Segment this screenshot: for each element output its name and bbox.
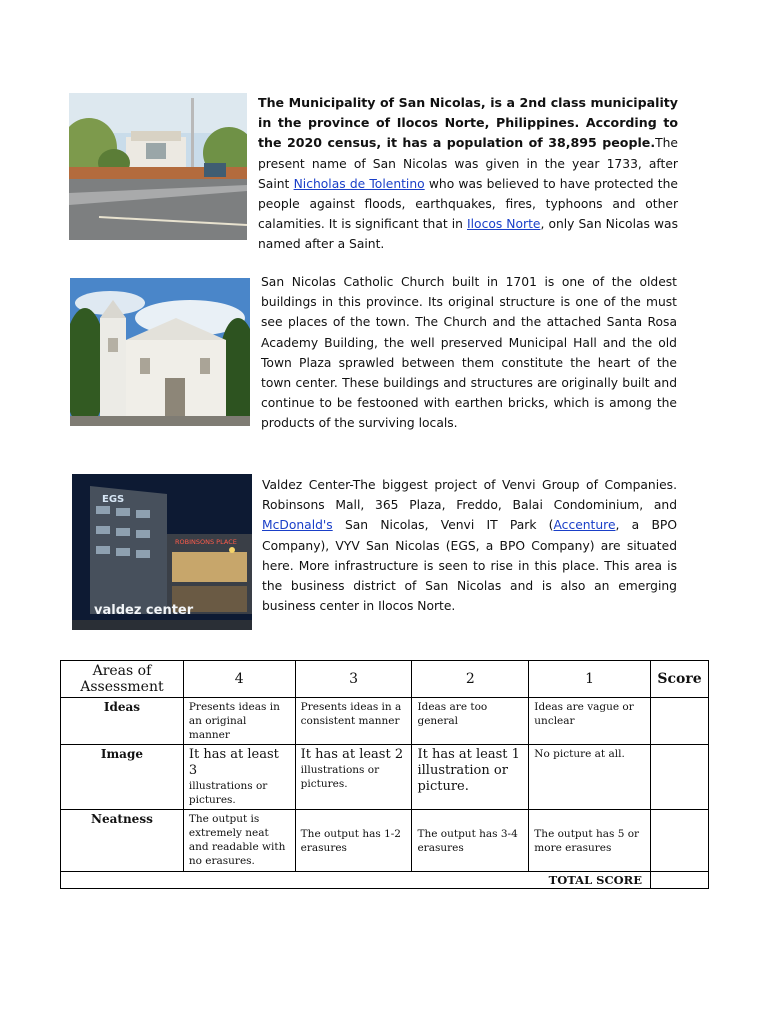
total-score-value[interactable]	[650, 872, 708, 889]
row-label-ideas: Ideas	[61, 698, 184, 745]
photo-valdez-center	[72, 474, 252, 630]
neatness-3: The output has 1-2 erasures	[295, 810, 412, 872]
image-4-rest: illustrations or pictures.	[188, 780, 268, 806]
ideas-1: Ideas are vague or unclear	[529, 698, 651, 745]
link-mcdonalds[interactable]: McDonald's	[262, 518, 333, 533]
neatness-2: The output has 3-4 erasures	[412, 810, 529, 872]
neatness-score[interactable]	[650, 810, 708, 872]
intro-text-c: , only San Nicolas was named after a Saint.	[258, 217, 678, 252]
image-3-lead: It has at least 2	[300, 747, 404, 762]
rubric-total-row	[61, 872, 709, 889]
header-4: 4	[183, 661, 295, 698]
valdez-text-c: , a BPO Company), VYV San Nicolas (EGS, a BPO Company) are situated here. More infrastructure is seen to rise in this place. This area is the business district of San Nicolas and is also an emerging business center in Ilocos Norte.	[262, 518, 677, 614]
ideas-2: Ideas are too general	[412, 698, 529, 745]
row-label-neatness: Neatness	[61, 810, 184, 872]
intro-text-a: The present name of San Nicolas was given in the year 1733, after Saint	[258, 136, 678, 191]
link-accenture[interactable]: Accenture	[553, 518, 616, 533]
rubric-row-image	[61, 745, 709, 810]
image-3-rest: illustrations or pictures.	[300, 764, 380, 790]
valdez-text-a: Valdez Center-The biggest project of Venvi Group of Companies. Robinsons Mall, 365 Plaza, Freddo, Balai Condominium, and	[262, 478, 677, 513]
header-1: 1	[529, 661, 651, 698]
total-score-label: TOTAL SCORE	[61, 872, 651, 889]
valdez-text-b: San Nicolas, Venvi IT Park (	[332, 518, 554, 533]
intro-bold-text: The Municipality of San Nicolas, is a 2nd class municipality in the province of Ilocos Norte, Philippines. According to the 2020 census, it has a population of 38,895 people.	[258, 95, 678, 151]
ideas-score[interactable]	[650, 698, 708, 745]
ideas-3: Presents ideas in a consistent manner	[295, 698, 412, 745]
intro-paragraph	[258, 93, 678, 255]
image-2-text: It has at least 1 illustration or picture.	[417, 747, 520, 794]
church-text: San Nicolas Catholic Church built in 1701 is one of the oldest buildings in this province. Its original structure is one of the must see places of the town. The Church and the attached Santa Rosa Academy Building, the well preserved Municipal Hall and the old Town Plaza sprawled between them constitute the heart of the town center. These buildings and structures are originally built and continue to be festooned with earthen bricks, which is among the products of the surviving locals.	[261, 275, 677, 431]
image-1: No picture at all.	[529, 745, 651, 810]
link-nicholas-de-tolentino[interactable]: Nicholas de Tolentino	[293, 176, 425, 191]
rubric-row-neatness	[61, 810, 709, 872]
header-3: 3	[295, 661, 412, 698]
rubric-row-ideas	[61, 698, 709, 745]
photo-catholic-church	[70, 278, 250, 426]
link-ilocos-norte[interactable]: Ilocos Norte	[467, 217, 541, 232]
row-label-image: Image	[61, 745, 184, 810]
image-4-lead: It has at least 3	[188, 747, 279, 778]
photo-municipal-hall	[69, 93, 247, 240]
header-areas-of-assessment: Areas of Assessment	[61, 661, 184, 698]
image-score[interactable]	[650, 745, 708, 810]
rubric-table	[60, 660, 709, 889]
valdez-paragraph	[262, 475, 677, 616]
ideas-4: Presents ideas in an original manner	[183, 698, 295, 745]
sign-egs: EGS	[102, 494, 125, 505]
image-4	[183, 745, 295, 810]
header-score: Score	[650, 661, 708, 698]
header-2: 2	[412, 661, 529, 698]
rubric-header-row	[61, 661, 709, 698]
sign-valdez-center: valdez center	[94, 603, 194, 618]
neatness-4: The output is extremely neat and readable with no erasures.	[183, 810, 295, 872]
neatness-1: The output has 5 or more erasures	[529, 810, 651, 872]
sign-robinsons: ROBINSONS PLACE	[175, 538, 237, 546]
image-3	[295, 745, 412, 810]
church-paragraph	[261, 272, 677, 434]
intro-text-b: who was believed to have protected the people against floods, earthquakes, fires, typhoons and other calamities. It is significant that in	[258, 176, 678, 232]
image-2	[412, 745, 529, 810]
